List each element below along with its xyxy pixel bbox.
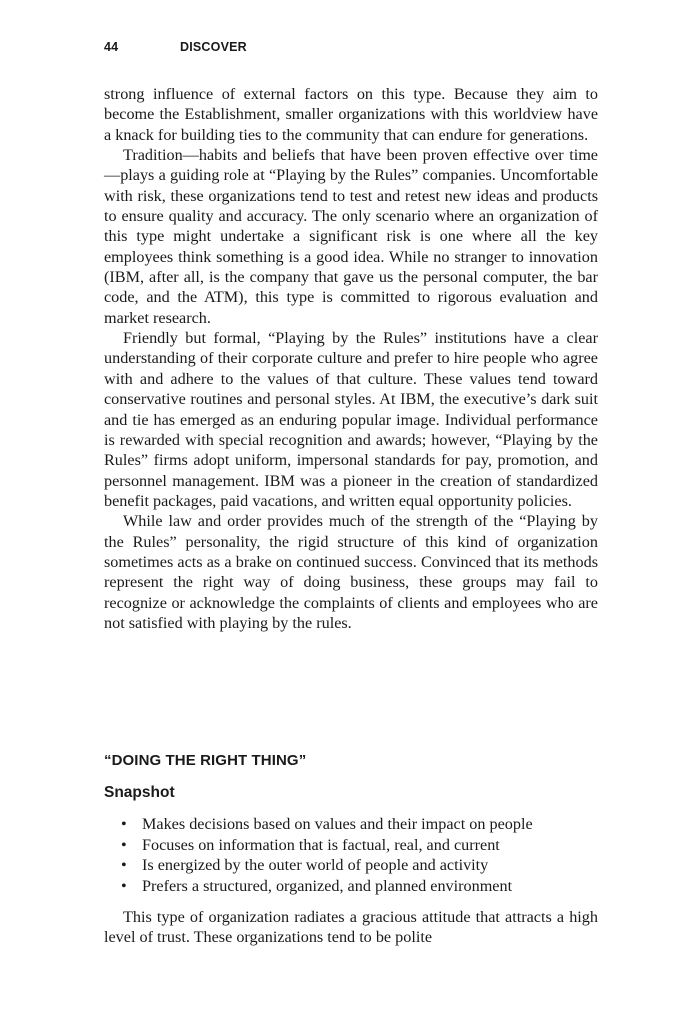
- list-item: [121, 814, 601, 835]
- list-item-text: Is energized by the outer world of people and activity: [142, 856, 489, 874]
- bullet-icon: •: [121, 835, 127, 854]
- body-text: [104, 84, 598, 633]
- bullet-icon: •: [121, 856, 127, 874]
- bullet-icon: •: [121, 815, 127, 833]
- list-item: [121, 855, 601, 876]
- paragraph-3: Friendly but formal, “Playing by the Rules” institutions have a clear understanding of their corporate culture and prefer to hire people who agree with and adhere to the values of that culture. These values tend toward conservative routines and personal styles. At IBM, the executive’s dark suit and tie has emerged as an enduring popular image. Individual performance is rewarded with special recognition and awards; however, “Playing by the Rules” firms adopt uniform, impersonal standards for pay, promotion, and personnel management. IBM was a pioneer in the creation of standardized benefit packages, paid vacations, and written equal opportunity policies.: [104, 329, 598, 510]
- paragraph-2: Tradition—habits and beliefs that have been proven effective over time—plays a guiding role at “Playing by the Rules” companies. Uncomfortable with risk, these organizations tend to test and retest new ideas and products to ensure quality and accuracy. The only scenario where an organization of this type might undertake a significant risk is one where all the key employees think something is a good idea. While no stranger to innovation (IBM, after all, is the company that gave us the personal computer, the bar code, and the ATM), this type is committed to rigorous evaluation and market research.: [104, 146, 598, 327]
- paragraph-1: strong influence of external factors on this type. Because they aim to become the Establishment, smaller organizations with this worldview have a knack for building ties to the community that can endure for generations.: [104, 85, 598, 144]
- list-item: [121, 876, 601, 897]
- bullet-icon: •: [121, 876, 127, 895]
- list-item-text: Makes decisions based on values and their impact on people: [142, 815, 533, 833]
- chapter-title: DISCOVER: [180, 40, 247, 54]
- closing-text: [104, 907, 598, 948]
- paragraph-5: This type of organization radiates a gracious attitude that attracts a high level of trust. These organizations tend to be polite: [104, 908, 598, 947]
- list-item: [121, 835, 601, 856]
- list-item-text: Prefers a structured, organized, and planned environment: [142, 876, 513, 895]
- subsection-heading: Snapshot: [104, 784, 175, 801]
- section-heading: “DOING THE RIGHT THING”: [104, 752, 307, 769]
- list-item-text: Focuses on information that is factual, real, and current: [142, 835, 500, 854]
- running-head: [104, 40, 247, 54]
- page-number: 44: [104, 40, 119, 54]
- paragraph-4: While law and order provides much of the strength of the “Playing by the Rules” personality, the rigid structure of this kind of organization sometimes acts as a brake on continued success. Convinced that its methods represent the right way of doing business, these groups may fail to recognize or acknowledge the complaints of clients and employees who are not satisfied with playing by the rules.: [104, 512, 598, 632]
- snapshot-list: [121, 814, 601, 896]
